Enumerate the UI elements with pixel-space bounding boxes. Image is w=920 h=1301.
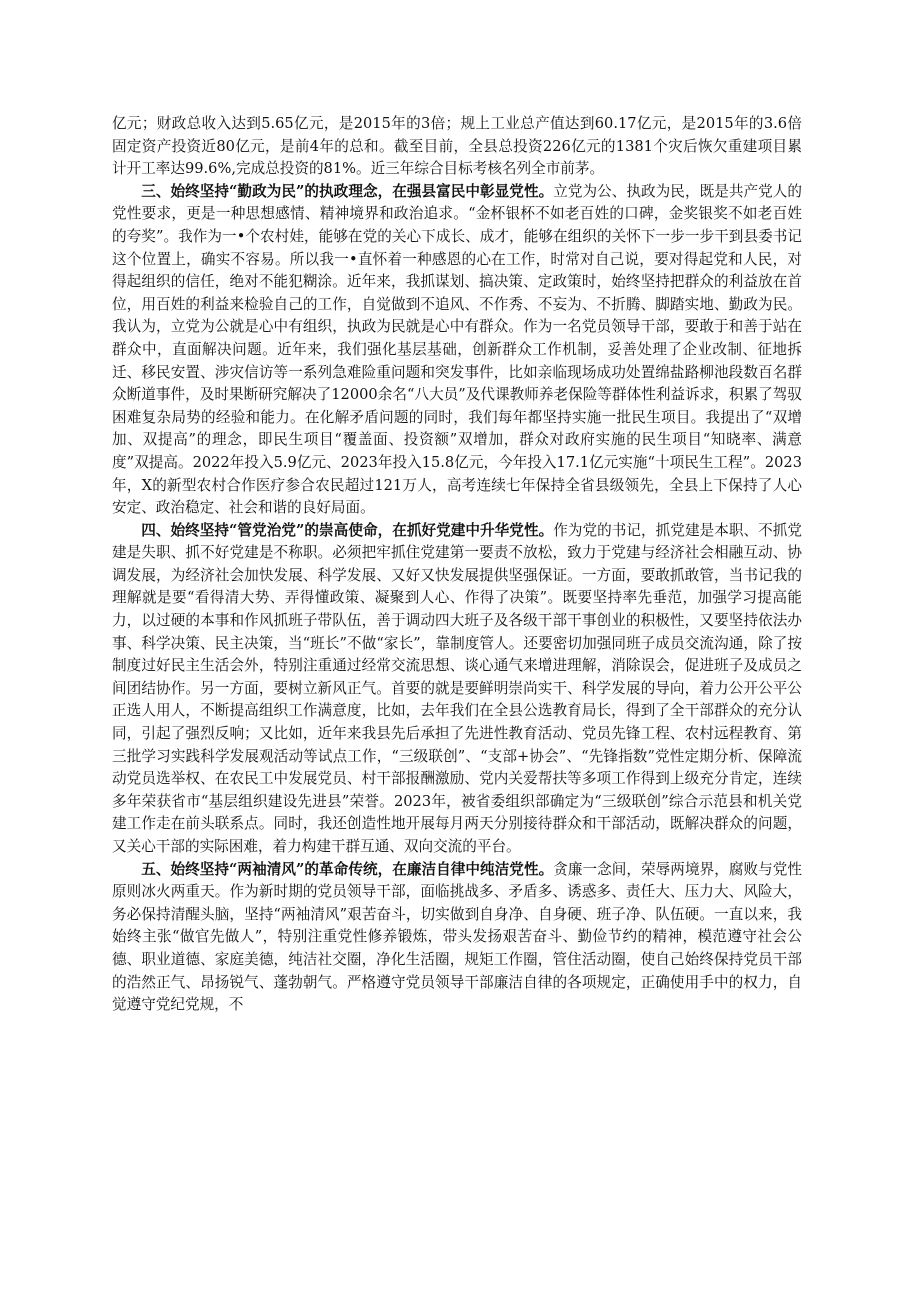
paragraph-body: 立党为公、执政为民，既是共产党人的党性要求，更是一种思想感情、精神境界和政治追求。“金杯银杯不如老百姓的口碑，金奖银奖不如老百姓的夸奖”。我作为一•个农村娃，能够在党的关心下成长、成才，能够在组织的关怀下一步一步干到县委书记这个位置上，确实不容易。所以我一•直怀着一种感恩的心在工作，时常对自己说，要对得起党和人民，对得起组织的信任，绝对不能犯糊涂。近年来，我抓谋划、搞决策、定政策时，始终坚持把群众的利益放在首位，用百姓的利益来检验自己的工作，自觉做到不追风、不作秀、不妄为、不折腾、脚踏实地、勤政为民。我认为，立党为公就是心中有组织，执政为民就是心中有群众。作为一名党员领导干部，要敢于和善于站在群众中，直面解决问题。近年来，我们强化基层基础，创新群众工作机制，妥善处理了企业改制、征地拆迁、移民安置、涉灾信访等一系列急难险重问题和突发事件，比如亲临现场成功处置绵盐路柳池段数百名群众断道事件，及时果断研究解决了12000余名“八大员”及代课教师养老保险等群体性利益诉求，积累了驾驭困难复杂局势的经验和能力。在化解矛盾问题的同时，我们每年都坚持实施一批民生项目。我提出了“双增加、双提高”的理念，即民生项目“覆盖面、投资额”双增加，群众对政府实施的民生项目“知晓率、满意度”双提高。2022年投入5.9亿元、2023年投入15.8亿元，今年投入17.1亿元实施“十项民生工程”。2023年，X的新型农村合作医疗参合农民超过121万人，高考连续七年保持全省县级领先，全县上下保持了人心安定、政治稳定、社会和谐的良好局面。 [112,182,802,517]
paragraph-continuation [112,113,802,181]
paragraph-section-5 [112,859,802,1017]
paragraph-body: 亿元；财政总收入达到5.65亿元，是2015年的3倍；规上工业总产值达到60.17亿元，是2015年的3.6倍 固定资产投资近80亿元，是前4年的总和。截至目前，全县总投资226亿元的1381个灾后恢欠重建项目累计开工率达99.6%,完成总投资的81%。近三年综合目标考核名列全市前茅。 [112,115,802,178]
paragraph-body: 作为党的书记，抓党建是本职、不抓党建是失职、抓不好党建是不称职。必须把牢抓住党建第一要责不放松，致力于党建与经济社会相融互动、协调发展，为经济社会加快发展、科学发展、又好又快发展提供坚强保证。一方面，要敢抓敢管，当书记我的理解就是要“看得清大势、弄得懂政策、凝聚到人心、作得了决策”。既要坚持率先垂范，加强学习提高能力，以过硬的本事和作风抓班子带队伍，善于调动四大班子及各级干部干事创业的积极性，又要坚持依法办事、科学决策、民主决策，当“班长”不做“家长”，靠制度管人。还要密切加强同班子成员交流沟通，除了按制度过好民主生活会外，特别注重通过经常交流思想、谈心通气来增进理解，消除误会，促进班子及成员之间团结协作。另一方面，要树立新风正气。首要的就是要鲜明崇尚实干、科学发展的导向，着力公开公平公正选人用人，不断提高组织工作满意度，比如，去年我们在全县公选教育局长，得到了全干部群众的充分认同，引起了强烈反响；又比如，近年来我县先后承担了先进性教育活动、党员先锋工程、农村远程教育、第三批学习实践科学发展观活动等试点工作，“三级联创”、“支部+协会”、“先锋指数”党性定期分析、保障流动党员选举权、在农民工中发展党员、村干部报酬激励、党内关爱帮扶等多项工作得到上级充分肯定，连续多年荣获省市“基层组织建设先进县”荣誉。2023年，被省委组织部确定为“三级联创”综合示范县和机关党建工作走在前头联系点。同时，我还创造性地开展每月两天分别接待群众和干部活动，既解决群众的问题，又关心干部的实际困难，着力构建干群互通、双向交流的平台。 [112,521,802,855]
document-page [112,113,802,1017]
section-heading: 三、始终坚持“勤政为民”的执政理念，在强县富民中彰显党性。 [141,182,554,200]
paragraph-section-3 [112,181,802,520]
paragraph-section-4 [112,520,802,859]
section-heading: 四、始终坚持“管党治党”的崇高使命，在抓好党建中升华党性。 [141,521,554,539]
section-heading: 五、始终坚持“两袖清风”的革命传统，在廉洁自律中纯洁党性。 [141,860,554,878]
paragraph-body: 贪廉一念间，荣辱两境界，腐败与党性原则冰火两重天。作为新时期的党员领导干部，面临挑战多、矛盾多、诱惑多、责任大、压力大、风险大，务必保持清醒头脑，坚持“两袖清风”艰苦奋斗，切实做到自身净、自身硬、班子净、队伍硬。一直以来，我始终主张“做官先做人”，特别注重党性修养锻炼，带头发扬艰苦奋斗、勤俭节约的精神，模范遵守社会公德、职业道德、家庭美德，纯洁社交圈，净化生活圈，规矩工作圈，管住活动圈，使自己始终保持党员干部的浩然正气、昂扬锐气、蓬勃朝气。严格遵守党员领导干部廉洁自律的各项规定，正确使用手中的权力，自觉遵守党纪党规，不 [112,860,802,1014]
